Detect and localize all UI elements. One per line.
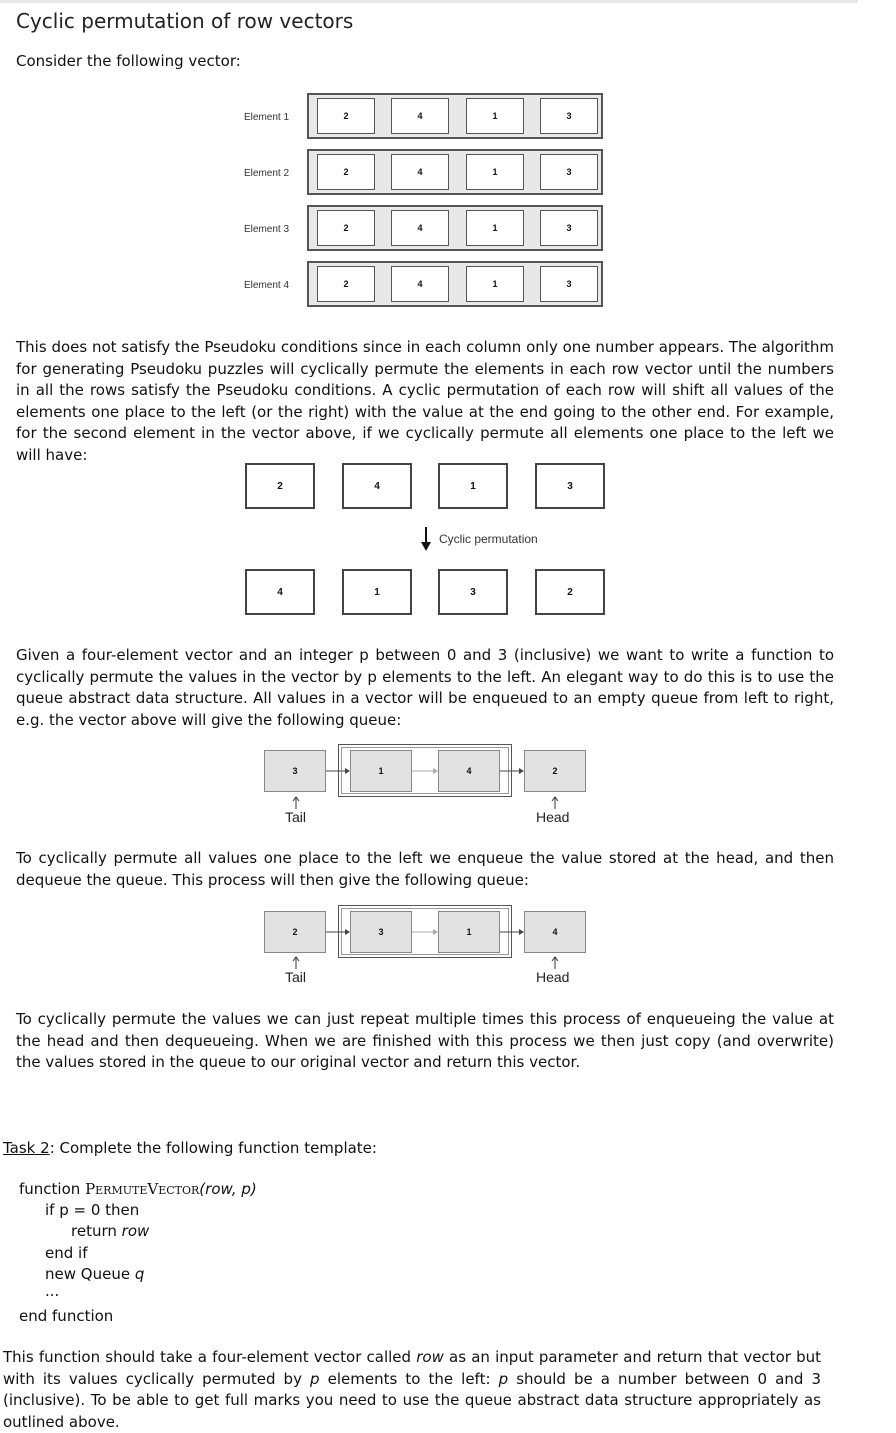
text-span: should be a number between 0 and 3 (inclusive). To be able to get full marks you need to use the queue abstract data structure appropriately as outlined above.	[3, 1369, 821, 1431]
after-cell: 1	[342, 569, 412, 615]
element-label: Element 3	[244, 224, 290, 235]
element-cell: 2	[317, 210, 375, 246]
code-variable: q	[134, 1265, 145, 1283]
queue-node: 1	[350, 750, 412, 792]
code-line	[19, 1180, 257, 1198]
code-variable: row	[121, 1222, 150, 1240]
element-cell: 2	[317, 98, 375, 134]
code-line	[45, 1265, 144, 1283]
code-line: end if	[45, 1244, 88, 1262]
paragraph-enqueue-dequeue: To cyclically permute all values one place to the left we enqueue the value stored at the head, and then dequeue the queue. This process will then give the following queue:	[16, 849, 834, 889]
paragraph-task-description	[3, 1347, 821, 1433]
element-label: Element 1	[244, 112, 290, 123]
task-label: Task 2	[3, 1139, 50, 1157]
element-row	[307, 205, 603, 251]
element-cell: 2	[317, 154, 375, 190]
intro-text: Consider the following vector:	[16, 52, 241, 70]
before-cell: 4	[342, 463, 412, 509]
before-cell: 1	[438, 463, 508, 509]
paragraph-repeat-process: To cyclically permute the values we can just repeat multiple times this process of enqueueing the value at the head and then dequeueing. When we are finished with this process we then just copy (and overwrite) the values stored in the queue to our original vector and return this vector.	[16, 1010, 834, 1071]
queue-node: 3	[264, 750, 326, 792]
element-cell: 4	[391, 154, 449, 190]
element-cell: 4	[391, 210, 449, 246]
queue-node: 1	[438, 911, 500, 953]
after-cell: 2	[535, 569, 605, 615]
paragraph-pseudoku: This does not satisfy the Pseudoku conditions since in each column only one number appears. The algorithm for generating Pseudoku puzzles will cyclically permute the elements in each row vector until the numbers in all the rows satisfy the Pseudoku conditions. A cyclic permutation of each row will shift all values of the elements one place to the left (or the right) with the value at the end going to the other end. For example, for the second element in the vector above, if we cyclically permute all elements one place to the left we will have:	[16, 338, 834, 464]
paragraph-queue-intro: Given a four-element vector and an integer p between 0 and 3 (inclusive) we want to write a function to cyclically permute the values in the vector by p elements to the left. An elegant way to do this is to use the queue abstract data structure. All values in a vector will be enqueued to an empty queue from left to right, e.g. the vector above will give the following queue:	[16, 646, 834, 729]
element-cell: 1	[466, 154, 524, 190]
cyclic-permutation-label: Cyclic permutation	[439, 532, 538, 546]
queue-node: 2	[264, 911, 326, 953]
head-label: Head	[536, 969, 570, 985]
tail-label: Tail	[285, 969, 307, 985]
before-cell: 2	[245, 463, 315, 509]
text-span: elements to the left:	[319, 1369, 499, 1388]
element-row	[307, 93, 603, 139]
after-cell: 4	[245, 569, 315, 615]
code-keyword: function	[19, 1180, 81, 1198]
element-cell: 3	[540, 210, 598, 246]
element-cell: 4	[391, 98, 449, 134]
queue-node: 2	[524, 750, 586, 792]
head-arrow-icon	[549, 796, 561, 810]
code-line: ...	[45, 1282, 60, 1300]
element-label: Element 2	[244, 168, 290, 179]
down-arrow-icon	[419, 526, 433, 552]
queue-node: 4	[524, 911, 586, 953]
element-row	[307, 149, 603, 195]
element-cell: 4	[391, 266, 449, 302]
queue-node: 3	[350, 911, 412, 953]
element-cell: 1	[466, 98, 524, 134]
code-line	[71, 1222, 149, 1240]
page-title: Cyclic permutation of row vectors	[16, 9, 354, 33]
after-cell: 3	[438, 569, 508, 615]
code-line: if p = 0 then	[45, 1201, 140, 1219]
code-line: end function	[19, 1307, 114, 1325]
function-name: PermuteVector	[85, 1180, 200, 1198]
code-keyword: new Queue	[45, 1265, 131, 1283]
queue-node: 4	[438, 750, 500, 792]
head-arrow-icon	[549, 956, 561, 970]
element-cell: 1	[466, 266, 524, 302]
element-cell: 1	[466, 210, 524, 246]
tail-arrow-icon	[290, 956, 302, 970]
top-rule	[0, 0, 858, 3]
task-text: : Complete the following function template:	[49, 1139, 377, 1157]
element-cell: 3	[540, 98, 598, 134]
tail-arrow-icon	[290, 796, 302, 810]
element-cell: 3	[540, 154, 598, 190]
code-keyword: return	[71, 1222, 117, 1240]
text-span: as an input parameter and return that vector but with its values cyclically permuted by	[3, 1348, 821, 1388]
text-span: row	[416, 1348, 444, 1366]
element-label: Element 4	[244, 280, 290, 291]
before-cell: 3	[535, 463, 605, 509]
head-label: Head	[536, 809, 570, 825]
tail-label: Tail	[285, 809, 307, 825]
task-heading	[3, 1139, 377, 1157]
text-span: This function should take a four-element vector called	[3, 1348, 417, 1366]
text-span: p	[310, 1369, 320, 1388]
element-cell: 2	[317, 266, 375, 302]
element-row	[307, 261, 603, 307]
function-args: (row, p)	[199, 1180, 257, 1198]
text-span: p	[498, 1369, 509, 1388]
element-cell: 3	[540, 266, 598, 302]
